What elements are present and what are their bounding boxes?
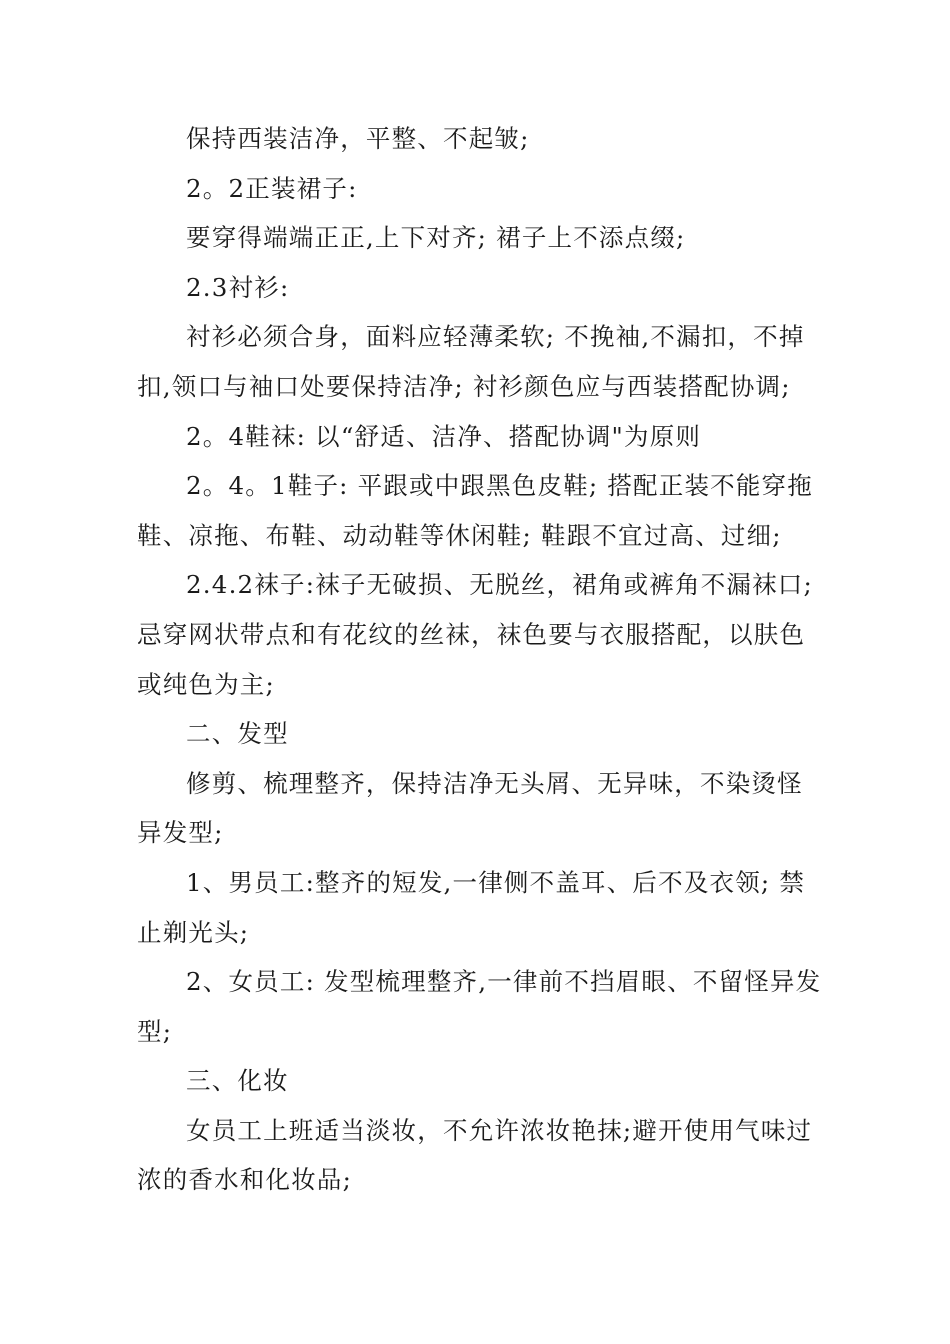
- paragraph-makeup: 女员工上班适当淡妆，不允许浓妆艳抹;避开使用气味过浓的香水和化妆品;: [137, 1115, 813, 1195]
- paragraph-suit-clean: 保持西装洁净，平整、不起皱;: [186, 124, 530, 153]
- paragraph-skirt: 要穿得端端正正,上下对齐; 裙子上不添点缀;: [186, 223, 686, 253]
- heading-hairstyle: 二、发型: [186, 719, 289, 749]
- heading-makeup: 三、化妆: [186, 1066, 289, 1096]
- document-body: [137, 114, 827, 1205]
- heading-shirt: 2.3衬衫:: [186, 272, 290, 302]
- heading-shoes-socks: 2。4鞋袜: 以“舒适、洁净、搭配协调"为原则: [186, 421, 702, 451]
- paragraph-hair-male: 1、男员工:整齐的短发,一律侧不盖耳、后不及衣领; 禁止剃光头;: [137, 867, 806, 947]
- paragraph-hair-female: 2、女员工: 发型梳理整齐,一律前不挡眉眼、不留怪异发型;: [137, 967, 822, 1046]
- paragraph-shirt: 衬衫必须合身，面料应轻薄柔软; 不挽袖,不漏扣，不掉扣,领口与袖口处要保持洁净; 衬衫颜色应与西装搭配协调;: [137, 322, 805, 401]
- paragraph-socks: 2.4.2袜子:袜子无破损、无脱丝，裙角或裤角不漏袜口;忌穿网状带点和有花纹的丝袜，袜色要与衣服搭配，以肤色或纯色为主;: [137, 570, 813, 699]
- paragraph-hair-general: 修剪、梳理整齐，保持洁净无头屑、无异味，不染烫怪异发型;: [137, 768, 803, 848]
- heading-formal-skirt: 2。2正装裙子:: [186, 173, 358, 203]
- paragraph-shoes: 2。4。1鞋子: 平跟或中跟黑色皮鞋; 搭配正装不能穿拖鞋、凉拖、布鞋、动动鞋等休闲鞋; 鞋跟不宜过高、过细;: [137, 471, 813, 550]
